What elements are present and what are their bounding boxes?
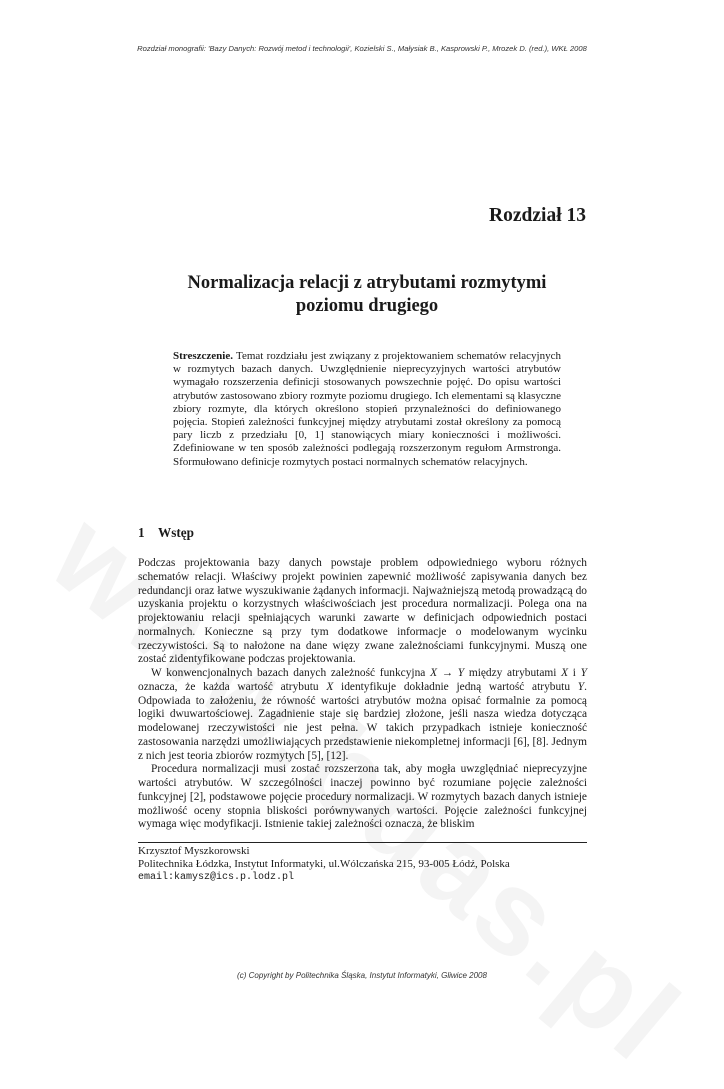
paragraph-2-text-f: . Odpowiada to założeniu, że równość wartości atrybutów można opisać formalnie za pomocą logiki dwuwartościowej. Zagadnienie staje się bardziej złożone, jeśli nasza wiedza dotycząca modelowanej rzeczywistości nie jest pełna. W takich przypadkach istnieje konieczność zastosowania narzędzi umożliwiających przedstawienie niekompletnej informacji [6], [8]. Jednym z nich jest teoria zbiorów rozmytych [5], [12].: [138, 680, 587, 762]
abstract-text: Temat rozdziału jest związany z projektowaniem schematów relacyjnych w rozmytych bazach danych. Uwzględnienie nieprecyzyjnych wartości atrybutów wymagało rozszerzenia definicji stosowanych powszechnie pojęć. Do opisu wartości atrybutów zastosowano zbiory rozmyte poziomu drugiego. Ich elementami są klasyczne zbiory rozmyte, dla których określono stopień przynależności do definiowanego pojęcia. Stopień zależności funkcyjnej między atrybutami został określony za pomocą pary liczb z przedziału [0, 1] stanowiących miary konieczności i możliwości. Zdefiniowane w ten sposób zależności podlegają rozszerzonym regułom Armstronga. Sformułowano definicje rozmytych postaci normalnych schematów relacyjnych.: [173, 350, 561, 468]
title-line-1: Normalizacja relacji z atrybutami rozmytymi: [187, 273, 547, 293]
section-heading: [138, 525, 194, 541]
abstract: [173, 350, 561, 469]
fd-expression: X → Y: [430, 667, 465, 679]
email-address[interactable]: kamysz@ics.p.lodz.pl: [174, 872, 295, 884]
body-text: [138, 557, 587, 832]
abstract-label: Streszczenie.: [173, 350, 233, 362]
paragraph-2-text-d: oznacza, że każda wartość atrybutu: [138, 680, 319, 693]
author-affiliation: Politechnika Łódzka, Instytut Informatyki, ul.Wólczańska 215, 93-005 Łódź, Polska: [138, 858, 510, 871]
footnote-rule: [138, 842, 587, 843]
paragraph-2-text-a: W konwencjonalnych bazach danych zależność funkcyjna: [151, 667, 426, 679]
title-line-2: poziomu drugiego: [295, 296, 439, 316]
chapter-heading: Rozdział 13: [489, 205, 586, 226]
author-email: [138, 871, 587, 884]
section-title: Wstęp: [158, 525, 194, 540]
author-info: [138, 845, 587, 885]
var-x: X: [326, 680, 334, 693]
paper-title: [160, 272, 574, 318]
copyright-footer: (c) Copyright by Politechnika Śląska, Instytut Informatyki, Gliwice 2008: [237, 971, 487, 980]
paragraph-2-text-e: identyfikuje dokładnie jedną wartość atrybutu: [341, 680, 571, 693]
paragraph-2-text-b: między atrybutami: [468, 667, 557, 679]
var-y: Y: [580, 667, 587, 679]
var-y: Y: [577, 680, 585, 693]
author-name: Krzysztof Myszkorowski: [138, 845, 250, 857]
paragraph-1: Podczas projektowania bazy danych powstaje problem odpowiedniego wyboru różnych schematów relacji. Właściwy projekt powinien zapewnić możliwość zapisywania danych bez redundancji oraz łatwe wyszukiwanie żądanych informacji. Najważniejszą metodą prowadzącą do uzyskania projektu o korzystnych właściwościach jest procedura normalizacji. Polega ona na projektowaniu relacji spełniających warunki zawarte w definicjach odpowiednich postaci normalnych. Konieczne są przy tym dodatkowe informacje o modelowanym wycinku rzeczywistości. Są to nałożone na dane więzy zwane zależnościami funkcyjnymi. Muszą one zostać zidentyfikowane podczas projektowania.: [138, 557, 587, 666]
paragraph-3: Procedura normalizacji musi zostać rozszerzona tak, aby mogła uwzględniać nieprecyzyjne wartości atrybutów. W szczególności inaczej powinno być rozumiane pojęcie zależności funkcyjnej [2], podstawowe pojęcie procedury normalizacji. W rozmytych bazach danych istnieje możliwość oceny stopnia bliskości porównywanych wartości. Pojęcie zależności funkcyjnej wymaga więc modyfikacji. Istnienie takiej zależności oznacza, że bliskim: [138, 763, 587, 831]
paragraph-2: [138, 667, 587, 763]
email-label: email:: [138, 872, 175, 884]
section-number: 1: [138, 525, 145, 540]
paragraph-2-text-c: i: [572, 667, 576, 679]
running-header: Rozdział monografii: 'Bazy Danych: Rozwój metod i technologii', Kozielski S., Małysiak B., Kasprowski P., Mrozek D. (red.), WKŁ 2008: [137, 44, 587, 53]
var-x: X: [561, 667, 569, 679]
